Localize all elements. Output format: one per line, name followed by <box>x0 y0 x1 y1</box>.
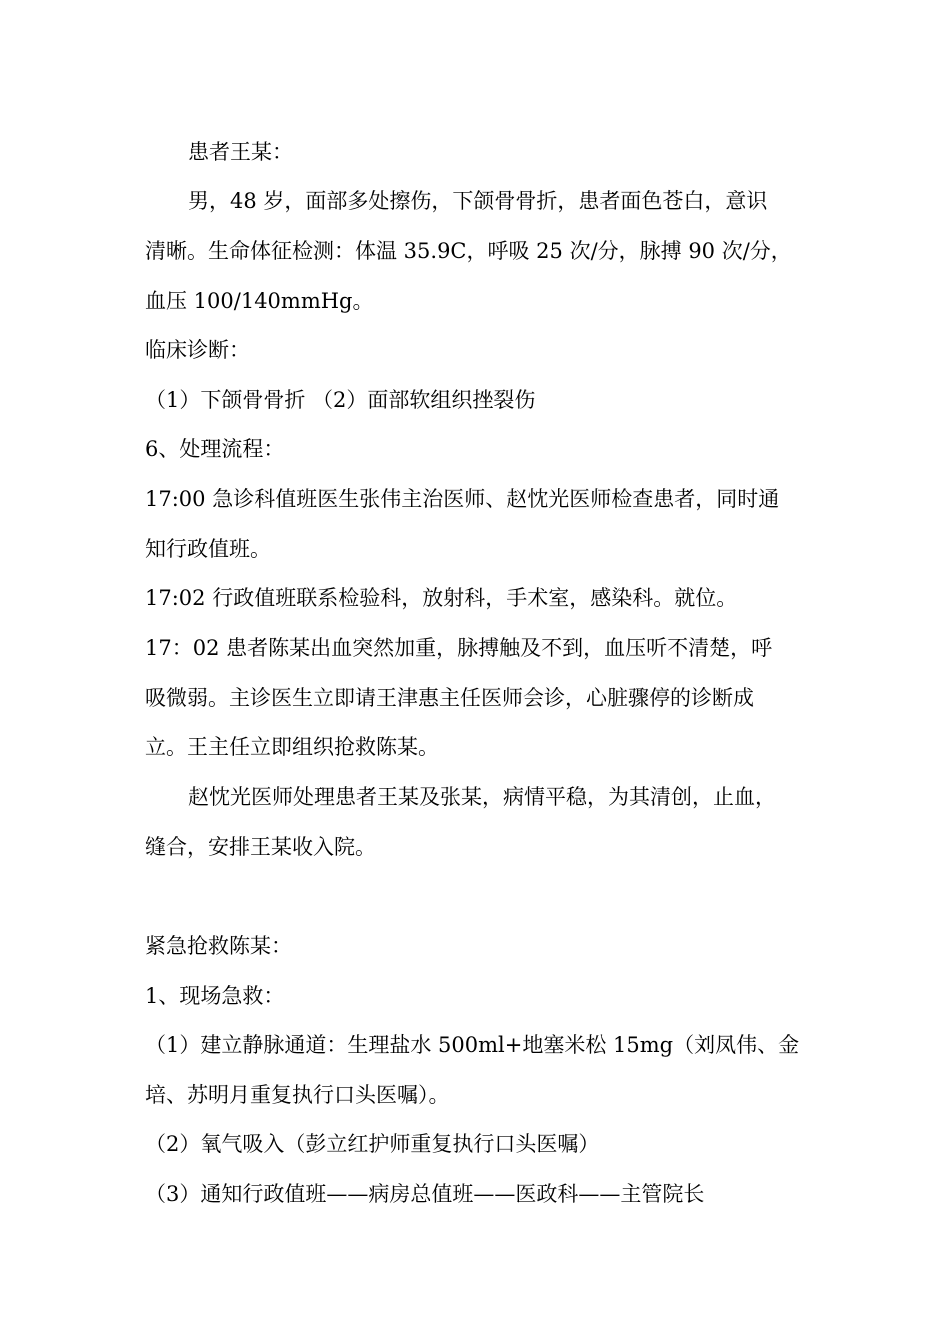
patient-desc-line-1: 男，48 岁，面部多处擦伤，下颌骨骨折，患者面色苍白，意识 <box>188 189 768 213</box>
rescue-step-heading: 1、现场急救： <box>145 984 285 1008</box>
process-line-6: 立。王主任立即组织抢救陈某。 <box>145 735 439 759</box>
treatment-line-1: 赵忱光医师处理患者王某及张某，病情平稳，为其清创，止血， <box>188 785 776 809</box>
process-line-4: 17：02 患者陈某出血突然加重，脉搏触及不到，血压听不清楚，呼 <box>145 636 773 660</box>
rescue-item-3: （3）通知行政值班——病房总值班——医政科——主管院长 <box>145 1182 705 1206</box>
rescue-item-1-line-1: （1）建立静脉通道：生理盐水 500ml+地塞米松 15mg（刘凤伟、金 <box>145 1033 800 1057</box>
process-line-2: 知行政值班。 <box>145 537 271 561</box>
process-line-3: 17:02 行政值班联系检验科，放射科，手术室，感染科。就位。 <box>145 586 738 610</box>
rescue-item-1-line-2: 培、苏明月重复执行口头医嘱）。 <box>145 1083 450 1107</box>
process-line-1: 17:00 急诊科值班医生张伟主治医师、赵忱光医师检查患者，同时通 <box>145 487 780 511</box>
patient-desc-line-2: 清晰。生命体征检测：体温 35.9C，呼吸 25 次/分，脉搏 90 次/分， <box>145 239 792 263</box>
process-line-5: 吸微弱。主诊医生立即请王津惠主任医师会诊，心脏骤停的诊断成 <box>145 686 754 710</box>
rescue-item-2: （2）氧气吸入（彭立红护师重复执行口头医嘱） <box>145 1132 600 1156</box>
patient-desc-line-3: 血压 100/140mmHg。 <box>145 289 374 313</box>
diagnosis-heading: 临床诊断： <box>145 338 250 362</box>
treatment-line-2: 缝合，安排王某收入院。 <box>145 835 376 859</box>
rescue-heading: 紧急抢救陈某： <box>145 934 292 958</box>
diagnosis-items: （1）下颌骨骨折 （2）面部软组织挫裂伤 <box>145 388 536 412</box>
process-heading: 6、处理流程： <box>145 437 285 461</box>
patient-heading: 患者王某： <box>188 140 293 164</box>
